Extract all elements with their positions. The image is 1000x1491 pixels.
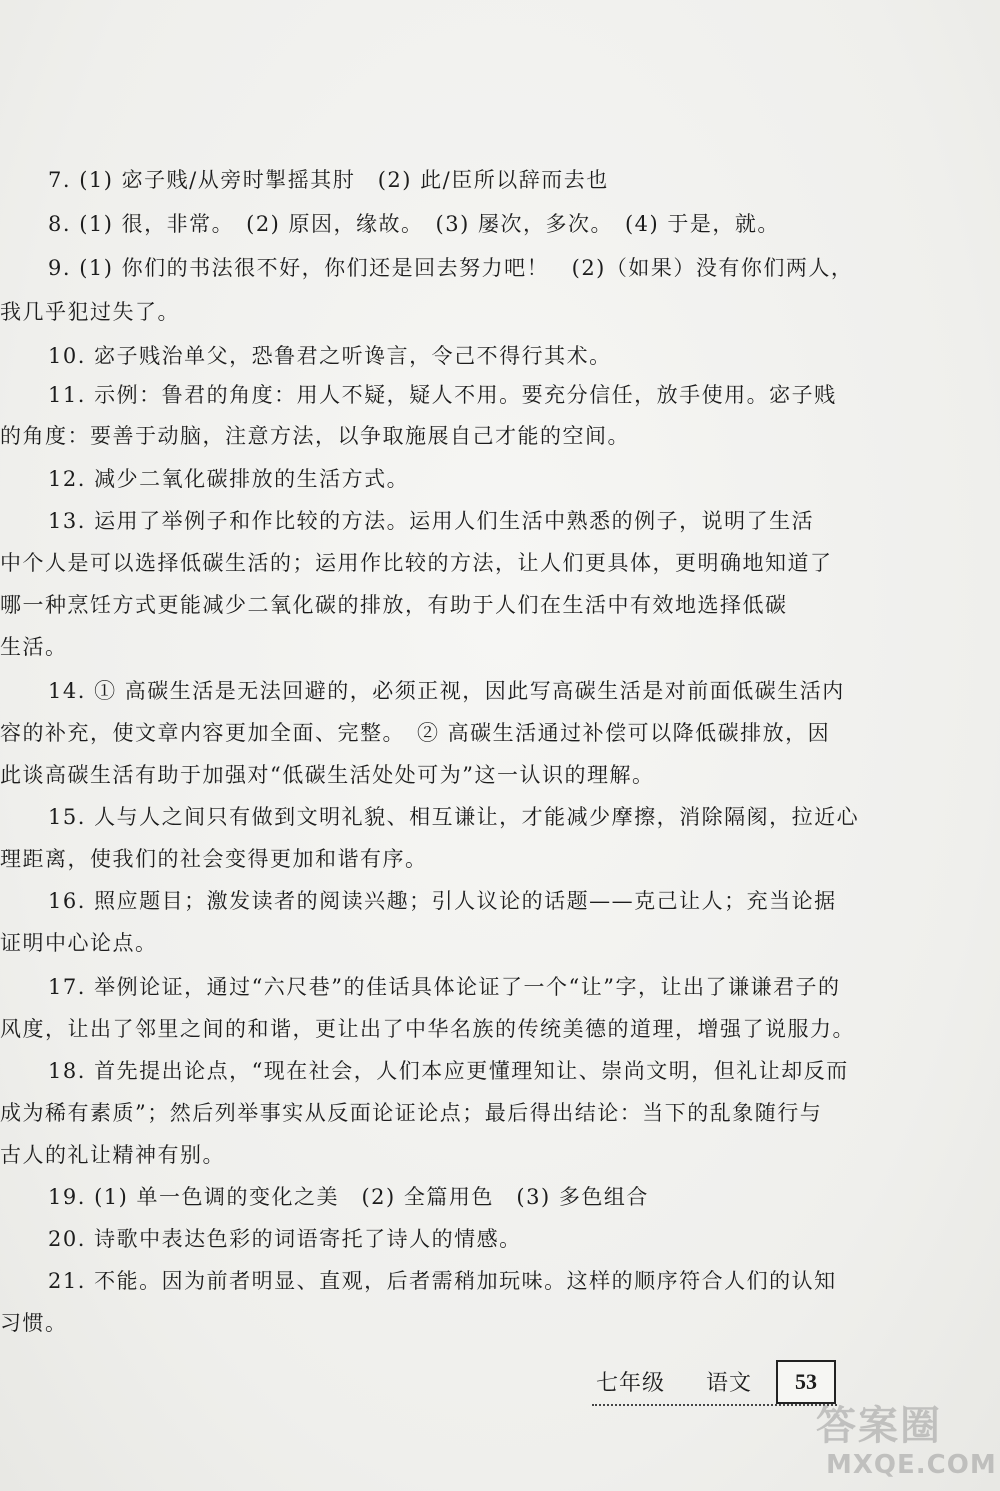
text-line: 此谈高碳生活有助于加强对“低碳生活处处可为”这一认识的理解。: [0, 763, 655, 787]
watermark-logo: 答案圈: [816, 1403, 942, 1449]
text-line: 11. 示例：鲁君的角度：用人不疑，疑人不用。要充分信任，放手使用。宓子贱: [48, 383, 837, 407]
text-line: 14. ① 高碳生活是无法回避的，必须正视，因此写高碳生活是对前面低碳生活内: [48, 679, 845, 703]
text-line: 古人的礼让精神有别。: [0, 1143, 225, 1167]
page-number: 53: [776, 1360, 836, 1404]
text-line: 20. 诗歌中表达色彩的词语寄托了诗人的情感。: [48, 1227, 522, 1251]
text-line: 哪一种烹饪方式更能减少二氧化碳的排放，有助于人们在生活中有效地选择低碳: [0, 593, 788, 617]
text-line: 风度，让出了邻里之间的和谐，更让出了中华名族的传统美德的道理，增强了说服力。: [0, 1017, 855, 1041]
text-line: 9. (1) 你们的书法很不好，你们还是回去努力吧！ (2)（如果）没有你们两人，: [48, 256, 854, 280]
text-line: 证明中心论点。: [0, 931, 158, 955]
footer-subject: 语文: [706, 1371, 753, 1396]
text-line: 10. 宓子贱治单父，恐鲁君之听谗言，令己不得行其术。: [48, 344, 612, 368]
text-line: 15. 人与人之间只有做到文明礼貌、相互谦让，才能减少摩擦，消除隔阂，拉近心: [48, 805, 860, 829]
text-line: 容的补充，使文章内容更加全面、完整。 ② 高碳生活通过补偿可以降低碳排放，因: [0, 721, 831, 745]
text-line: 19. (1) 单一色调的变化之美 (2) 全篇用色 (3) 多色组合: [48, 1185, 649, 1209]
watermark-url: MXQE.COM: [826, 1450, 997, 1480]
text-line: 16. 照应题目；激发读者的阅读兴趣；引人议论的话题——克己让人；充当论据: [48, 889, 837, 913]
text-line: 17. 举例论证，通过“六尺巷”的佳话具体论证了一个“让”字，让出了谦谦君子的: [48, 975, 841, 999]
text-line: 21. 不能。因为前者明显、直观，后者需稍加玩味。这样的顺序符合人们的认知: [48, 1269, 837, 1293]
text-line: 我几乎犯过失了。: [0, 300, 180, 324]
footer-divider: [592, 1404, 837, 1406]
text-line: 习惯。: [0, 1311, 68, 1335]
text-line: 生活。: [0, 635, 68, 659]
text-line: 理距离，使我们的社会变得更加和谐有序。: [0, 847, 428, 871]
text-line: 的角度：要善于动脑，注意方法，以争取施展自己才能的空间。: [0, 424, 630, 448]
text-line: 8. (1) 很，非常。 (2) 原因，缘故。 (3) 屡次，多次。 (4) 于是，就。: [48, 212, 780, 236]
text-line: 中个人是可以选择低碳生活的；运用作比较的方法，让人们更具体，更明确地知道了: [0, 551, 833, 575]
text-line: 7. (1) 宓子贱/从旁时掣摇其肘 (2) 此/臣所以辞而去也: [48, 168, 609, 192]
text-line: 18. 首先提出论点，“现在社会，人们本应更懂理知让、崇尚文明，但礼让却反而: [48, 1059, 849, 1083]
text-line: 12. 减少二氧化碳排放的生活方式。: [48, 467, 410, 491]
text-line: 成为稀有素质”；然后列举事实从反面论证论点；最后得出结论：当下的乱象随行与: [0, 1101, 823, 1125]
footer-grade: 七年级: [596, 1371, 666, 1396]
text-line: 13. 运用了举例子和作比较的方法。运用人们生活中熟悉的例子，说明了生活: [48, 509, 815, 533]
